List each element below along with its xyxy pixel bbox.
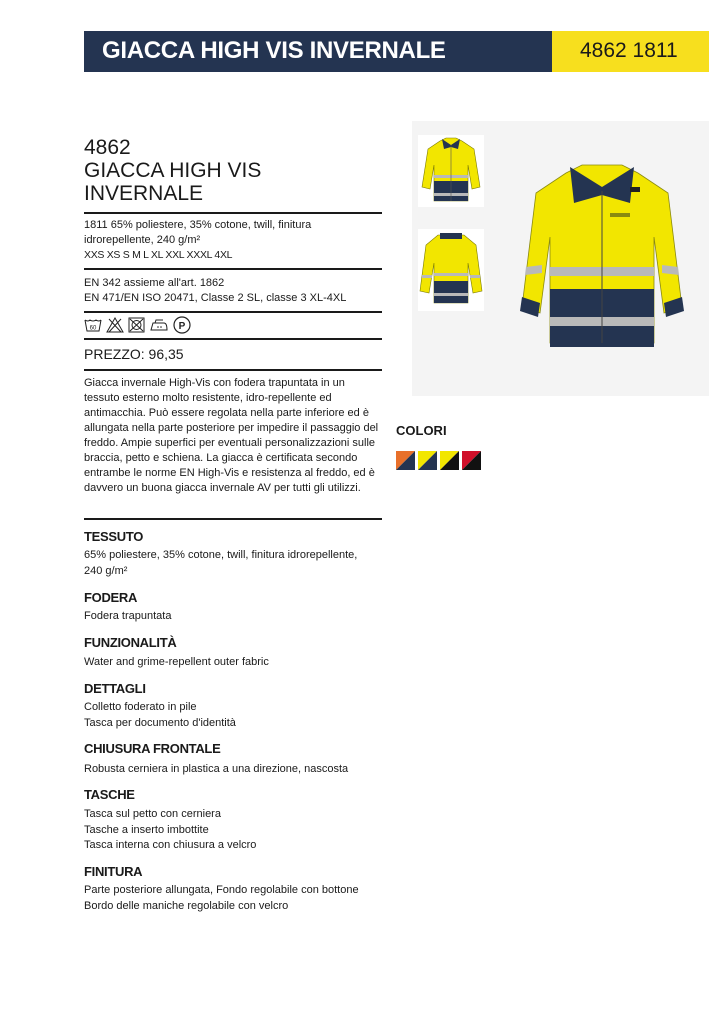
care-symbols (84, 316, 191, 334)
section-text-fodera (84, 609, 384, 625)
color-swatch-yellow-black[interactable] (440, 451, 459, 470)
section-line: Bordo delle maniche regolabile con velcro (84, 899, 289, 912)
product-name: GIACCA HIGH VIS INVERNALE (84, 159, 262, 205)
size-range: XXS XS S M L XL XXL XXXL 4XL (84, 249, 233, 261)
section-line: Tasca per documento d'identità (84, 716, 236, 729)
dryclean-letter: P (178, 321, 186, 332)
fabric-line: 1811 65% poliestere, 35% cotone, twill, finitura idrorepellente, 240 g/m² (84, 219, 312, 246)
article-code-box (552, 31, 709, 72)
section-title-fodera: FODERA (84, 590, 138, 605)
section-line: 65% poliestere, 35% cotone, twill, finitura idrorepellente, (84, 549, 358, 561)
section-text-dettagli (84, 700, 384, 731)
section-title-tessuto: TESSUTO (84, 529, 144, 544)
section-line: Fodera trapuntata (84, 610, 172, 622)
divider (84, 268, 382, 270)
section-line: 240 g/m² (84, 564, 128, 577)
colors-title: COLORI (396, 423, 447, 438)
divider (84, 518, 382, 520)
color-swatches (396, 451, 481, 470)
section-line: Tasca sul petto con cerniera (84, 808, 221, 820)
product-image-panel (412, 121, 709, 396)
jacket-front-thumbnail (418, 135, 484, 207)
section-line: Tasca interna con chiusura a velcro (84, 839, 257, 851)
standard-line-2: EN 471/EN ISO 20471, Classe 2 SL, classe 3 XL-4XL (84, 292, 347, 304)
standard-line-1: EN 342 assieme all'art. 1862 (84, 277, 225, 289)
header-title-bar (84, 31, 552, 72)
color-swatch-orange-navy[interactable] (396, 451, 415, 470)
color-swatch-yellow-navy[interactable] (418, 451, 437, 470)
section-title-dettagli: DETTAGLI (84, 681, 146, 696)
jacket-main-image (512, 157, 692, 357)
section-text-funzionalita (84, 655, 384, 671)
article-code: 4862 1811 (580, 39, 678, 62)
section-title-funzionalita: FUNZIONALITÀ (84, 635, 177, 650)
product-description: Giacca invernale High-Vis con fodera trapuntata in un tessuto esterno molto resistente, idro-repellente ed antimacchia. Può essere regolata nella parte inferiore ed è allungata nella parte posteriore per impedire il passaggio del freddo. Ampie superfici per eventuali personalizzazioni sulle braccia, petto e schiena. La giacca è certificata secondo entrambe le norme EN High-Vis e resistenza al freddo, ed è davvero un buona giacca invernale AV per tutti gli utilizzi. (84, 377, 379, 494)
price: PREZZO: 96,35 (84, 346, 184, 362)
wash-60-icon (84, 317, 102, 333)
section-line: Parte posteriore allungata, Fondo regolabile con bottone (84, 884, 359, 896)
jacket-back-thumbnail (418, 229, 484, 311)
wash-temp-label: 60 (89, 325, 97, 332)
divider (84, 311, 382, 313)
color-swatch-red-black[interactable] (462, 451, 481, 470)
section-line: Colletto foderato in pile (84, 701, 197, 713)
tumble-dry-icon (128, 317, 145, 333)
section-text-tasche (84, 807, 384, 854)
iron-icon (149, 317, 169, 333)
section-title-chiusura-frontale: CHIUSURA FRONTALE (84, 741, 221, 756)
divider (84, 212, 382, 214)
product-number: 4862 (84, 136, 131, 159)
divider (84, 338, 382, 340)
section-text-finitura (84, 883, 384, 914)
section-line: Robusta cerniera in plastica a una direzione, nascosta (84, 763, 349, 775)
no-bleach-icon (106, 317, 124, 333)
section-text-chiusura-frontale (84, 762, 384, 778)
section-title-tasche: TASCHE (84, 787, 135, 802)
section-line: Tasche a inserto imbottite (84, 823, 209, 836)
section-line: Water and grime-repellent outer fabric (84, 656, 269, 668)
page-title: GIACCA HIGH VIS INVERNALE (102, 37, 446, 64)
section-text-tessuto (84, 548, 384, 579)
professional-cleaning-p-icon (173, 316, 191, 334)
divider (84, 369, 382, 371)
section-title-finitura: FINITURA (84, 864, 143, 879)
product-heading (84, 136, 374, 205)
